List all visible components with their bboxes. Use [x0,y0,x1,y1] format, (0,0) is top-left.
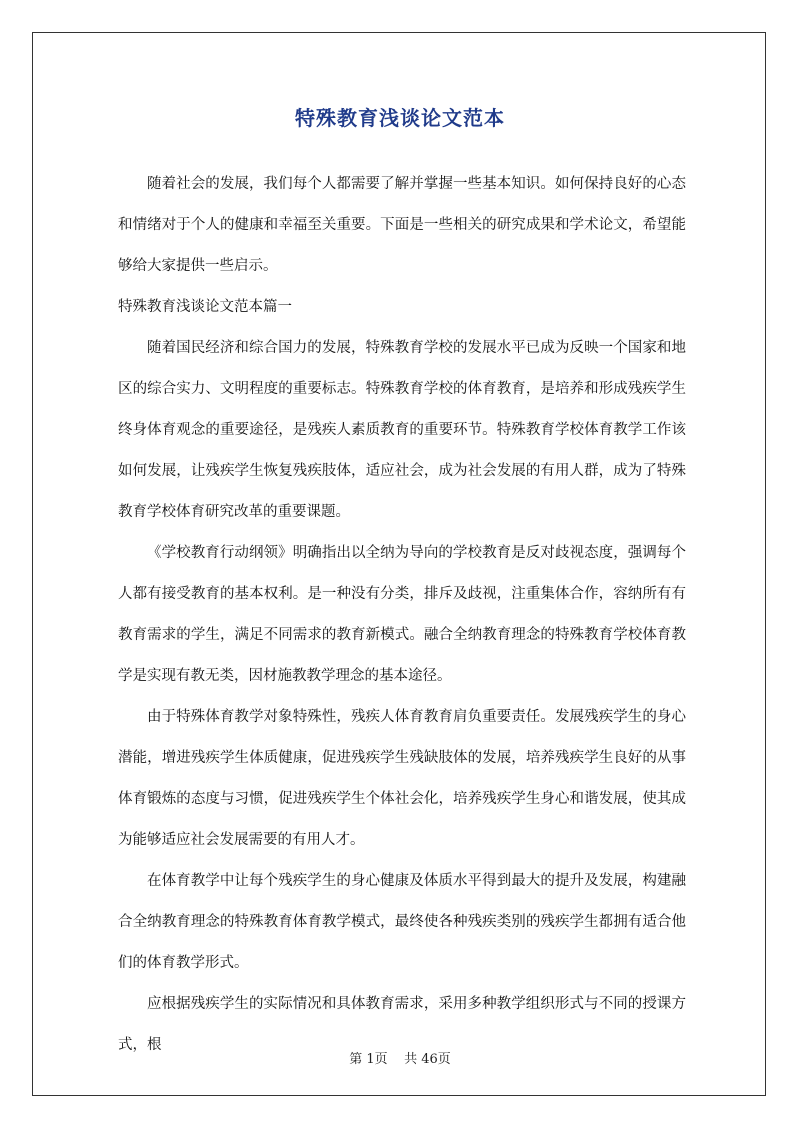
body-paragraph: 在体育教学中让每个残疾学生的身心健康及体质水平得到最大的提升及发展，构建融合全纳教育理念的特殊教育体育教学模式，最终使各种残疾类别的残疾学生都拥有适合他们的体育教学形式。 [118,873,686,971]
body-paragraph: 随着国民经济和综合国力的发展，特殊教育学校的发展水平已成为反映一个国家和地区的综合实力、文明程度的重要标志。特殊教育学校的体育教育，是培养和形成残疾学生终身体育观念的重要途径，是残疾人素质教育的重要环节。特殊教育学校体育教学工作该如何发展，让残疾学生恢复残疾肢体，适应社会，成为社会发展的有用人群，成为了特殊教育学校体育研究改革的重要课题。 [118,340,686,520]
page-number-footer: 第 1页 共 46页 [349,1052,451,1067]
document-title: 特殊教育浅谈论文范本 [295,106,505,130]
intro-paragraph: 随着社会的发展，我们每个人都需要了解并掌握一些基本知识。如何保持良好的心态和情绪对于个人的健康和幸福至关重要。下面是一些相关的研究成果和学术论文，希望能够给大家提供一些启示。 [118,176,686,274]
body-paragraph: 应根据残疾学生的实际情况和具体教育需求，采用多种教学组织形式与不同的授课方式，根 [118,996,686,1053]
document-body [118,164,686,1066]
body-paragraph: 《学校教育行动纲领》明确指出以全纳为导向的学校教育是反对歧视态度，强调每个人都有接受教育的基本权利。是一种没有分类，排斥及歧视，注重集体合作，容纳所有有教育需求的学生，满足不同需求的教育新模式。融合全纳教育理念的特殊教育学校体育教学是实现有教无类，因材施教教学理念的基本途径。 [118,545,686,684]
body-paragraph: 由于特殊体育教学对象特殊性，残疾人体育教育肩负重要责任。发展残疾学生的身心潜能，增进残疾学生体质健康，促进残疾学生残缺肢体的发展，培养残疾学生良好的从事体育锻炼的态度与习惯，促进残疾学生个体社会化，培养残疾学生身心和谐发展，使其成为能够适应社会发展需要的有用人才。 [118,709,686,848]
section-heading: 特殊教育浅谈论文范本篇一 [118,299,292,315]
